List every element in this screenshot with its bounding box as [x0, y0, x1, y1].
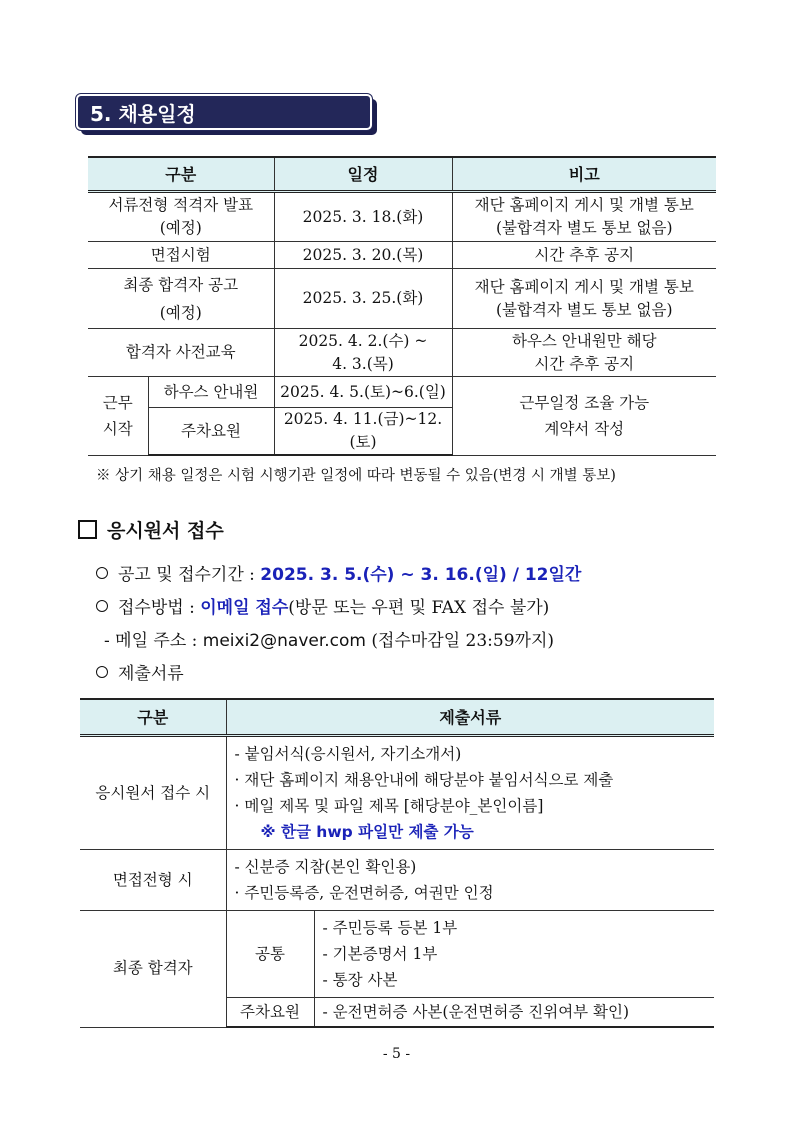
- circle-bullet-icon: [96, 666, 108, 678]
- method-suffix: (방문 또는 우편 및 FAX 접수 불가): [288, 598, 550, 618]
- circle-bullet-icon: [96, 567, 108, 579]
- schedule-row-label: 최종 합격자 공고 (예정): [88, 269, 274, 329]
- docs-interview-line: - 신분증 지참(본인 확인용): [234, 858, 417, 876]
- docs-apply-label: 응시원서 접수 시: [80, 736, 226, 850]
- method-line: [96, 593, 549, 618]
- docs-final-label: 최종 합격자: [80, 911, 226, 1028]
- schedule-row-label: 합격자 사전교육: [88, 329, 274, 377]
- docs-final-parking-line: - 운전면허증 사본(운전면허증 진위여부 확인): [314, 998, 714, 1028]
- page-number: - 5 -: [382, 1046, 411, 1062]
- work-start-date: 2025. 4. 11.(금)~12.(토): [274, 408, 452, 456]
- period-label: 공고 및 접수기간 :: [118, 565, 261, 585]
- docs-label: 제출서류: [118, 664, 184, 684]
- circle-bullet-icon: [96, 600, 108, 612]
- period-line: [96, 560, 581, 585]
- work-start-note: 근무일정 조율 가능 계약서 작성: [452, 377, 716, 456]
- schedule-row-note: 재단 홈페이지 게시 및 개별 통보 (불합격자 별도 통보 없음): [452, 192, 716, 242]
- docs-final-common-line: - 기본증명서 1부: [322, 945, 438, 963]
- section-title: 5. 채용일정: [90, 102, 196, 126]
- docs-final-common-cell: [314, 911, 714, 998]
- schedule-table: [88, 156, 716, 456]
- docs-interview-label: 면접전형 시: [80, 850, 226, 911]
- schedule-header-note: 비고: [452, 157, 716, 192]
- documents-table: [80, 698, 714, 1028]
- docs-line: [96, 659, 184, 684]
- application-heading: [78, 516, 224, 543]
- schedule-row-note: 시간 추후 공지: [452, 242, 716, 269]
- schedule-row-date: 2025. 3. 25.(화): [274, 269, 452, 329]
- docs-apply-line: · 재단 홈페이지 채용안내에 해당분야 붙임서식으로 제출: [234, 771, 614, 789]
- docs-final-common-line: - 통장 사본: [322, 971, 398, 989]
- mail-label: - 메일 주소 :: [104, 631, 203, 651]
- schedule-row-label: 서류전형 적격자 발표 (예정): [88, 192, 274, 242]
- application-title: 응시원서 접수: [107, 520, 224, 542]
- method-value: 이메일 접수: [200, 598, 289, 618]
- docs-header-documents: 제출서류: [226, 699, 714, 736]
- docs-final-common-label: 공통: [226, 911, 314, 998]
- work-start-role: 주차요원: [148, 408, 274, 456]
- checkbox-square-icon: [78, 520, 97, 539]
- docs-final-parking-label: 주차요원: [226, 998, 314, 1028]
- schedule-header-date: 일정: [274, 157, 452, 192]
- work-start-label: 근무 시작: [88, 377, 148, 456]
- docs-apply-highlight: ※ 한글 hwp 파일만 제출 가능: [260, 823, 474, 841]
- docs-apply-line: · 메일 제목 및 파일 제목 [해당분야_본인이름]: [234, 797, 544, 815]
- section-header: [76, 94, 372, 130]
- schedule-row-date: 2025. 3. 20.(목): [274, 242, 452, 269]
- schedule-row-label: 면접시험: [88, 242, 274, 269]
- docs-interview-line: · 주민등록증, 운전면허증, 여권만 인정: [234, 884, 494, 902]
- docs-header-category: 구분: [80, 699, 226, 736]
- schedule-row-date: 2025. 4. 2.(수) ~ 4. 3.(목): [274, 329, 452, 377]
- work-start-role: 하우스 안내원: [148, 377, 274, 408]
- mail-line: [104, 626, 554, 651]
- docs-apply-cell: [226, 736, 714, 850]
- docs-apply-line: - 붙임서식(응시원서, 자기소개서): [234, 745, 462, 763]
- period-value: 2025. 3. 5.(수) ~ 3. 16.(일) / 12일간: [260, 565, 582, 585]
- docs-interview-cell: [226, 850, 714, 911]
- schedule-row-note: 하우스 안내원만 해당 시간 추후 공지: [452, 329, 716, 377]
- method-label: 접수방법 :: [118, 598, 201, 618]
- schedule-row-note: 재단 홈페이지 게시 및 개별 통보 (불합격자 별도 통보 없음): [452, 269, 716, 329]
- schedule-note: ※ 상기 채용 일정은 시험 시행기관 일정에 따라 변동될 수 있음(변경 시 개별 통보): [96, 468, 616, 484]
- schedule-row-date: 2025. 3. 18.(화): [274, 192, 452, 242]
- mail-address: meixi2@naver.com: [202, 631, 366, 651]
- schedule-header-category: 구분: [88, 157, 274, 192]
- work-start-date: 2025. 4. 5.(토)~6.(일): [274, 377, 452, 408]
- docs-final-common-line: - 주민등록 등본 1부: [322, 919, 458, 937]
- mail-suffix: (접수마감일 23:59까지): [365, 631, 555, 651]
